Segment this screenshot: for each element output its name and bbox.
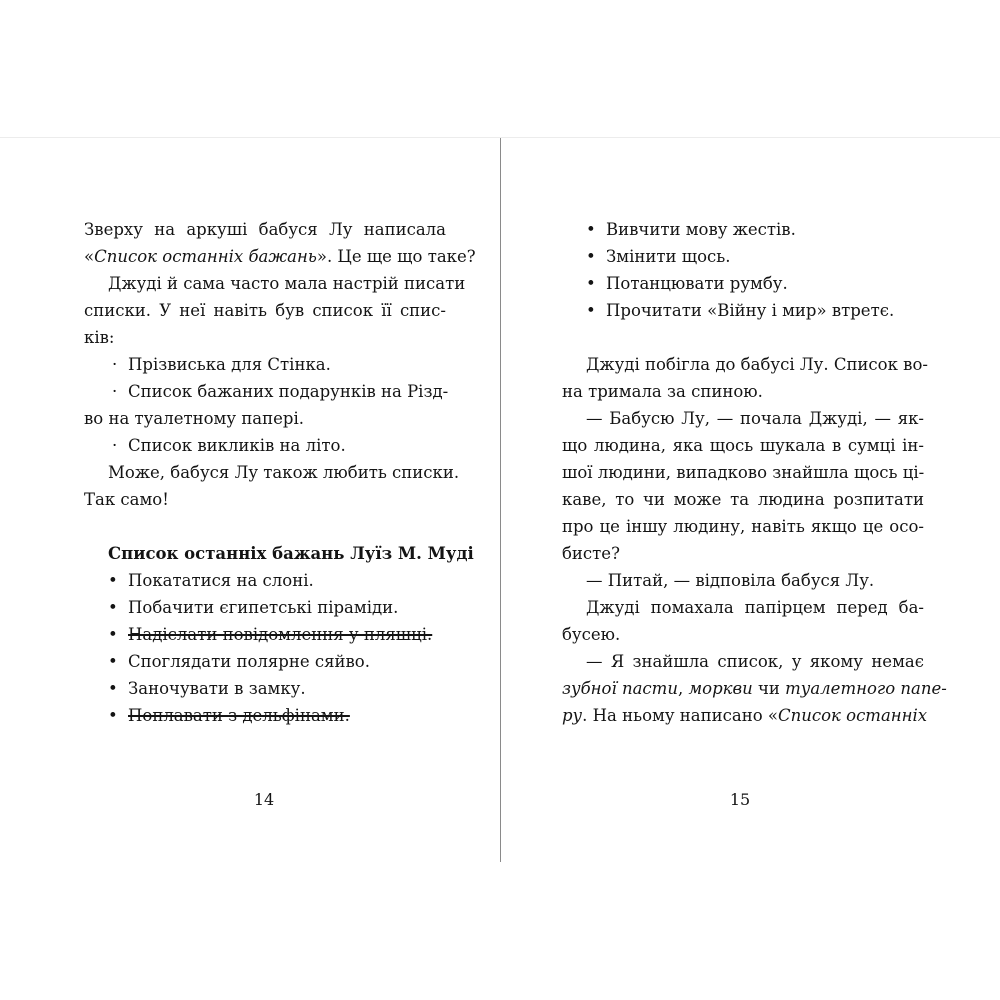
- paragraph-line: ру. На ньому написано «Список останніх: [562, 706, 928, 725]
- list-item: · Список бажаних подарунків на Різд-: [84, 378, 446, 405]
- paragraph-line: списки. У неї навіть був список її спис-: [84, 301, 446, 320]
- paragraph-line: бисте?: [562, 544, 620, 563]
- paragraph-line: — Питай, — відповіла бабуся Лу.: [586, 571, 875, 590]
- paragraph-line: Джуді побігла до бабусі Лу. Список во-: [586, 355, 928, 374]
- paragraph-line: шої людини, випадково знайшла щось ці-: [562, 463, 925, 482]
- paragraph-line: ків:: [84, 328, 115, 347]
- paragraph-line: Може, бабуся Лу також любить списки.: [108, 463, 460, 482]
- bullet-dot: •: [586, 247, 596, 266]
- bullet-dot: •: [108, 625, 118, 644]
- list-item: · Список викликів на літо.: [84, 432, 446, 459]
- italic-title: Список останніх бажань: [94, 247, 317, 266]
- paragraph-line: бусею.: [562, 625, 621, 644]
- bullet-dot: •: [108, 598, 118, 617]
- wish-item: • Потанцювати румбу.: [562, 270, 924, 297]
- bullet-dot: •: [586, 301, 596, 320]
- left-page: [84, 216, 476, 729]
- paragraph-line: про це іншу людину, навіть якщо це осо-: [562, 517, 924, 536]
- wish-item: • Прочитати «Війну і мир» втретє.: [562, 297, 924, 324]
- right-page: [562, 216, 947, 729]
- wish-item-crossed: • Надіслати повідомлення у пляшці.: [84, 621, 446, 648]
- bullet-dot: •: [586, 220, 596, 239]
- paragraph-line: Так само!: [84, 490, 169, 509]
- paragraph-line: — Бабусю Лу, — почала Джуді, — як-: [586, 409, 924, 428]
- quote-close: ». Це ще що таке?: [316, 247, 476, 266]
- wish-item: • Заночувати в замку.: [84, 675, 446, 702]
- wish-item: • Споглядати полярне сяйво.: [84, 648, 446, 675]
- wish-item: • Покататися на слоні.: [84, 567, 446, 594]
- paragraph-line: Джуді й сама часто мала настрій писати: [108, 274, 466, 293]
- list-title: Список останніх бажань Луїз М. Муді: [108, 544, 474, 563]
- list-item: · Прізвиська для Стінка.: [84, 351, 446, 378]
- list-item-continuation: во на туалетному папері.: [84, 409, 304, 428]
- paragraph-line: що людина, яка щось шукала в сумці ін-: [562, 436, 924, 455]
- bullet-dot: •: [108, 679, 118, 698]
- bullet-dot: ·: [112, 436, 118, 455]
- paragraph-line: зубної пасти, моркви чи туалетного папе-: [562, 679, 947, 698]
- bullet-dot: •: [108, 652, 118, 671]
- page-number-left: 14: [253, 790, 275, 809]
- quote-open: «: [84, 247, 95, 266]
- paragraph-line: на тримала за спиною.: [562, 382, 763, 401]
- page-number-right: 15: [729, 790, 751, 809]
- bullet-dot: ·: [112, 355, 118, 374]
- paragraph-line: Зверху на аркуші бабуся Лу написала: [84, 220, 446, 239]
- bullet-dot: •: [108, 706, 118, 725]
- paragraph-line: каве, то чи може та людина розпитати: [562, 490, 924, 509]
- paragraph-line: [84, 243, 476, 270]
- bullet-dot: •: [108, 571, 118, 590]
- wish-item: • Побачити єгипетські піраміди.: [84, 594, 446, 621]
- book-gutter: [500, 138, 501, 862]
- wish-item: • Змінити щось.: [562, 243, 924, 270]
- wish-item-crossed: • Поплавати з дельфінами.: [84, 702, 446, 729]
- paragraph-line: Джуді помахала папірцем перед ба-: [586, 598, 924, 617]
- bullet-dot: •: [586, 274, 596, 293]
- paragraph-line: — Я знайшла список, у якому немає: [586, 652, 924, 671]
- bullet-dot: ·: [112, 382, 118, 401]
- wish-item: • Вивчити мову жестів.: [562, 216, 924, 243]
